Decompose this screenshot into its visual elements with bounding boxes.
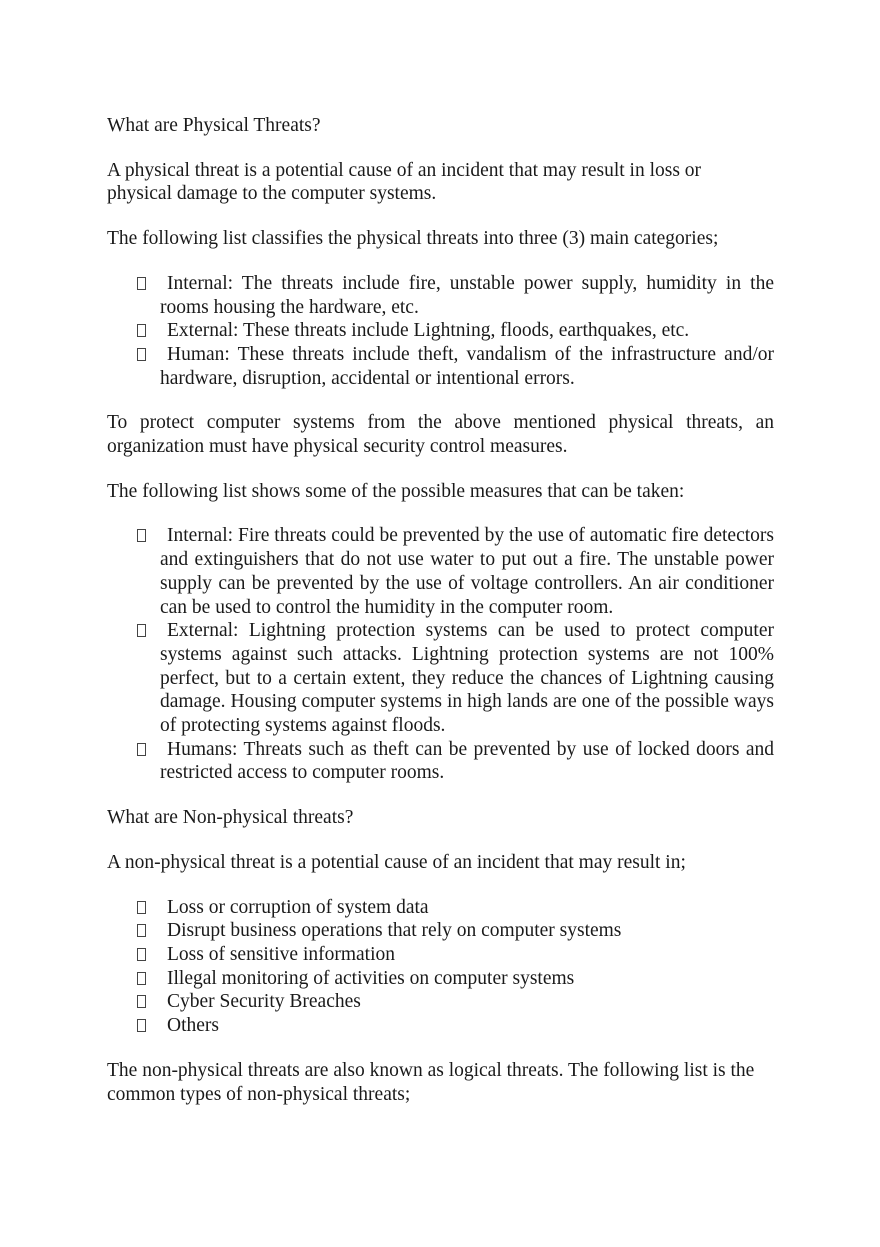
protect-paragraph: To protect computer systems from the above mentioned physical threats, an organization must have physical security control measures.: [107, 412, 774, 458]
list-item: Cyber Security Breaches: [107, 990, 774, 1014]
bullet-icon: [137, 624, 146, 637]
bullet-icon: [137, 901, 146, 914]
bullet-icon: [137, 277, 146, 290]
heading-non-physical-threats: What are Non-physical threats?: [107, 807, 354, 829]
bullet-icon: [137, 743, 146, 756]
list-item: External: Lightning protection systems can be used to protect computer systems against such attacks. Lightning protection systems are not 100% perfect, but to a certain extent, they reduce the chances of Lightning causing damage. Housing computer systems in high lands are one of the possible ways of protecting systems against floods.: [107, 619, 774, 738]
heading-physical-threats: What are Physical Threats?: [107, 115, 321, 136]
list-item: Others: [107, 1014, 774, 1038]
bullet-icon: [137, 324, 146, 337]
physical-threat-definition: A physical threat is a potential cause of an incident that may result in loss or physical damage to the computer systems.: [107, 159, 702, 205]
list-item: Human: These threats include theft, vandalism of the infrastructure and/or hardware, disruption, accidental or intentional errors.: [107, 343, 774, 390]
measures-intro-paragraph: The following list shows some of the possible measures that can be taken:: [107, 480, 685, 502]
list-item: Loss of sensitive information: [107, 943, 774, 967]
list-item: Disrupt business operations that rely on computer systems: [107, 919, 774, 943]
list-item: Loss or corruption of system data: [107, 896, 774, 920]
bullet-icon: [137, 348, 146, 361]
classify-paragraph: The following list classifies the physical threats into three (3) main categories;: [107, 228, 719, 250]
list-item: Humans: Threats such as theft can be prevented by use of locked doors and restricted access to computer rooms.: [107, 738, 774, 785]
list-item: Internal: Fire threats could be prevented by the use of automatic fire detectors and extinguishers that do not use water to put out a fire. The unstable power supply can be prevented by the use of voltage controllers. An air conditioner can be used to control the humidity in the computer room.: [107, 524, 774, 619]
list-item: External: These threats include Lightning, floods, earthquakes, etc.: [107, 319, 774, 343]
non-physical-threat-definition: A non-physical threat is a potential cause of an incident that may result in;: [107, 851, 686, 873]
bullet-icon: [137, 924, 146, 937]
list-item: Illegal monitoring of activities on computer systems: [107, 967, 774, 991]
bullet-icon: [137, 1019, 146, 1032]
non-physical-results-list: [107, 896, 774, 1038]
bullet-icon: [137, 948, 146, 961]
bullet-icon: [137, 995, 146, 1008]
measures-list: [107, 524, 774, 785]
bullet-icon: [137, 529, 146, 542]
closing-paragraph: The non-physical threats are also known as logical threats. The following list is the common types of non-physical threats;: [107, 1059, 755, 1105]
document-page: [107, 114, 774, 1106]
list-item: Internal: The threats include fire, unstable power supply, humidity in the rooms housing the hardware, etc.: [107, 272, 774, 319]
physical-threat-categories-list: [107, 272, 774, 391]
bullet-icon: [137, 972, 146, 985]
